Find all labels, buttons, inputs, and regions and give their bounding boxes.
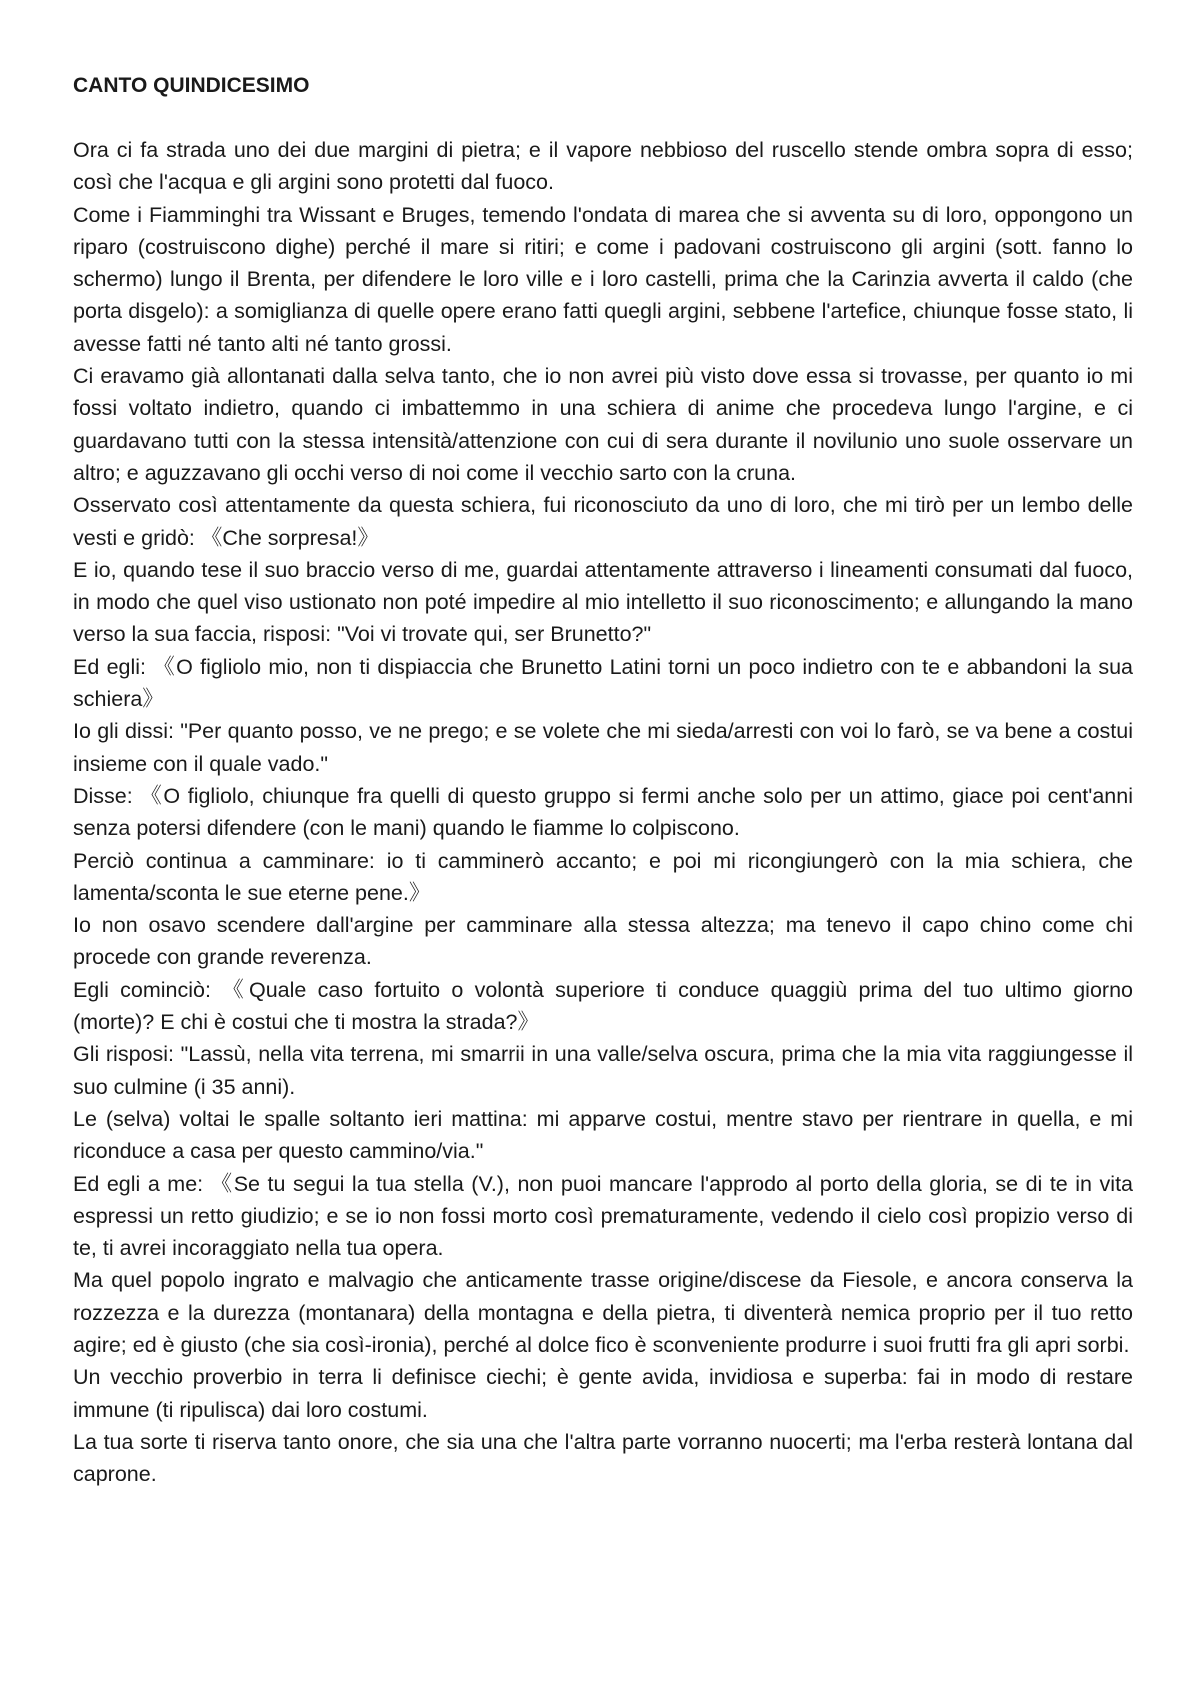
paragraph: Egli cominciò: 《Quale caso fortuito o volontà superiore ti conduce quaggiù prima del tuo ultimo giorno (morte)? E chi è costui che ti mostra la strada?》	[73, 977, 1133, 1035]
paragraph: Io non osavo scendere dall'argine per camminare alla stessa altezza; ma tenevo il capo chino come chi procede con grande reverenza.	[73, 913, 1133, 970]
paragraph: Ora ci fa strada uno dei due margini di pietra; e il vapore nebbioso del ruscello stende ombra sopra di esso; così che l'acqua e gli argini sono protetti dal fuoco.	[73, 138, 1133, 195]
paragraph: La tua sorte ti riserva tanto onore, che sia una che l'altra parte vorranno nuocerti; ma l'erba resterà lontana dal caprone.	[73, 1429, 1133, 1487]
paragraph: Ci eravamo già allontanati dalla selva tanto, che io non avrei più visto dove essa si trovasse, per quanto io mi fossi voltato indietro, quando ci imbattemmo in una schiera di anime che procedeva lungo l'argine, e ci guardavano tutti con la stessa intensità/attenzione con cui di sera durante il novilunio uno suole osservare un altro; e aguzzavano gli occhi verso di noi come il vecchio sarto con la cruna.	[73, 364, 1133, 485]
paragraph: Perciò continua a camminare: io ti camminerò accanto; e poi mi ricongiungerò con la mia schiera, che lamenta/sconta le sue eterne pene.》	[73, 848, 1133, 905]
paragraph: Le (selva) voltai le spalle soltanto ieri mattina: mi apparve costui, mentre stavo per rientrare in quella, e mi riconduce a casa per questo cammino/via."	[73, 1106, 1133, 1164]
paragraph: Ed egli: 《O figliolo mio, non ti dispiaccia che Brunetto Latini torni un poco indietro con te e abbandoni la sua schiera》	[73, 654, 1133, 712]
canto-title: CANTO QUINDICESIMO	[73, 74, 310, 97]
paragraph: Disse: 《O figliolo, chiunque fra quelli di questo gruppo si fermi anche solo per un attimo, giace poi cent'anni senza potersi difendere (con le mani) quando le fiamme lo colpiscono.	[73, 783, 1133, 841]
document-page	[73, 70, 1133, 1490]
paragraph: Ed egli a me: 《Se tu segui la tua stella (V.), non puoi mancare l'approdo al porto della gloria, se di te in vita espressi un retto giudizio; e se io non fossi morto così prematuramente, vedendo il cielo così propizio verso di te, ti avrei incoraggiato nella tua opera.	[73, 1171, 1133, 1261]
paragraph: E io, quando tese il suo braccio verso di me, guardai attentamente attraverso i lineamenti consumati dal fuoco, in modo che quel viso ustionato non poté impedire al mio intelletto il suo riconoscimento; e allungando la mano verso la sua faccia, risposi: "Voi vi trovate qui, ser Brunetto?"	[73, 557, 1133, 647]
paragraph: Ma quel popolo ingrato e malvagio che anticamente trasse origine/discese da Fiesole, e ancora conserva la rozzezza e la durezza (montanara) della montagna e della pietra, ti diventerà nemica proprio per il tuo retto agire; ed è giusto (che sia così-ironia), perché al dolce fico è sconveniente produrre i suoi frutti fra gli apri sorbi.	[73, 1268, 1133, 1357]
paragraph: Osservato così attentamente da questa schiera, fui riconosciuto da uno di loro, che mi tirò per un lembo delle vesti e gridò: 《Che sorpresa!》	[73, 493, 1133, 550]
paragraph: Io gli dissi: "Per quanto posso, ve ne prego; e se volete che mi sieda/arresti con voi lo farò, se va bene a costui insieme con il quale vado."	[73, 719, 1133, 776]
paragraph: Un vecchio proverbio in terra li definisce ciechi; è gente avida, invidiosa e superba: fai in modo di restare immune (ti ripulisca) dai loro costumi.	[73, 1365, 1133, 1422]
paragraph: Gli risposi: "Lassù, nella vita terrena, mi smarrii in una valle/selva oscura, prima che la mia vita raggiungesse il suo culmine (i 35 anni).	[73, 1042, 1133, 1099]
paragraph: Come i Fiamminghi tra Wissant e Bruges, temendo l'ondata di marea che si avventa su di loro, oppongono un riparo (costruiscono dighe) perché il mare si ritiri; e come i padovani costruiscono gli argini (sott. fanno lo schermo) lungo il Brenta, per difendere le loro ville e i loro castelli, prima che la Carinzia avverta il caldo (che porta disgelo): a somiglianza di quelle opere erano fatti quegli argini, sebbene l'artefice, chiunque fosse stato, li avesse fatti né tanto alti né tanto grossi.	[73, 202, 1133, 356]
